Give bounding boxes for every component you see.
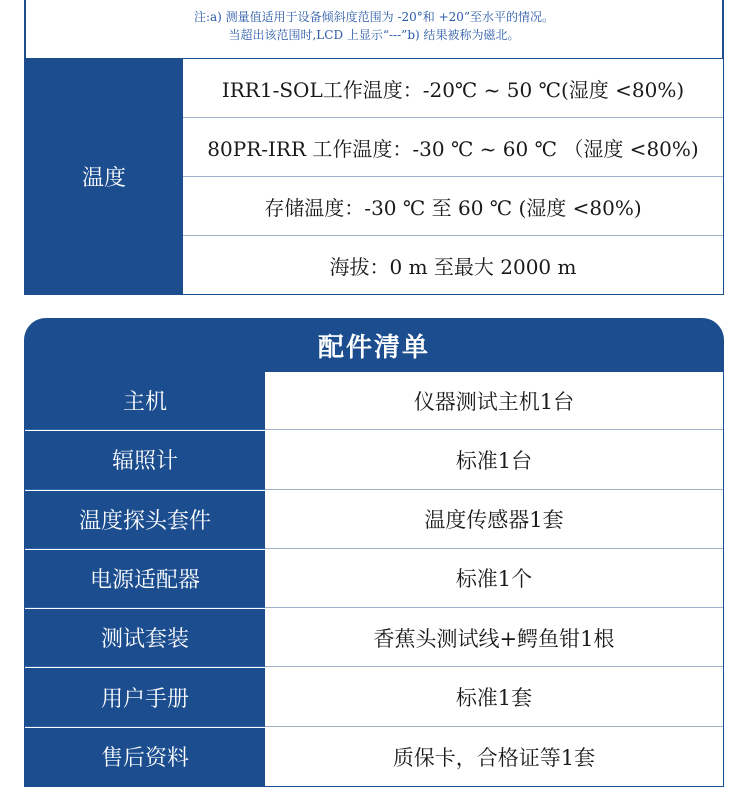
- accessories-table: [24, 372, 724, 787]
- table-row: [25, 667, 723, 726]
- accessory-name: 主机: [25, 372, 265, 430]
- accessory-name: 辐照计: [25, 431, 265, 489]
- footnote-line-1: 注:a) 测量值适用于设备倾斜度范围为 -20°和 +20”至水平的情况。: [193, 10, 555, 24]
- accessories-title: 配件清单: [24, 318, 724, 372]
- table-row: [25, 608, 723, 667]
- table-row: [25, 490, 723, 549]
- spec-row-irr1-temp: IRR1-SOL工作温度：-20℃ ~ 50 ℃(湿度 <80%): [183, 59, 723, 118]
- footnote-line-2: 当超出该范围时,LCD 上显示“---”b) 结果被称为磁北。: [228, 28, 520, 42]
- accessory-value: 标准1台: [265, 431, 723, 489]
- temperature-rows: [183, 59, 723, 294]
- temperature-header: 温度: [25, 59, 183, 294]
- accessory-value: 标准1个: [265, 550, 723, 608]
- footnote-box: [24, 0, 724, 58]
- temperature-spec-table: [24, 58, 724, 295]
- accessory-value: 温度传感器1套: [265, 491, 723, 549]
- spec-row-80pr-temp: 80PR-IRR 工作温度：-30 ℃ ~ 60 ℃ （湿度 <80%): [183, 118, 723, 177]
- accessory-name: 用户手册: [25, 668, 265, 726]
- accessory-value: 香蕉头测试线+鳄鱼钳1根: [265, 609, 723, 667]
- accessory-value: 仪器测试主机1台: [265, 372, 723, 430]
- table-row: [25, 549, 723, 608]
- table-row: [25, 430, 723, 489]
- accessory-value: 质保卡，合格证等1套: [392, 745, 596, 770]
- accessory-name: 温度探头套件: [25, 491, 265, 549]
- table-row: [25, 372, 723, 430]
- accessory-name: 测试套装: [25, 609, 265, 667]
- spec-row-storage-temp: 存储温度：-30 ℃ 至 60 ℃ (湿度 <80%): [183, 177, 723, 236]
- spec-row-altitude: 海拔：0 m 至最大 2000 m: [329, 254, 577, 279]
- accessory-name: 电源适配器: [25, 550, 265, 608]
- accessory-value: 标准1套: [265, 668, 723, 726]
- accessory-name: 售后资料: [25, 728, 265, 786]
- table-row: [25, 727, 723, 786]
